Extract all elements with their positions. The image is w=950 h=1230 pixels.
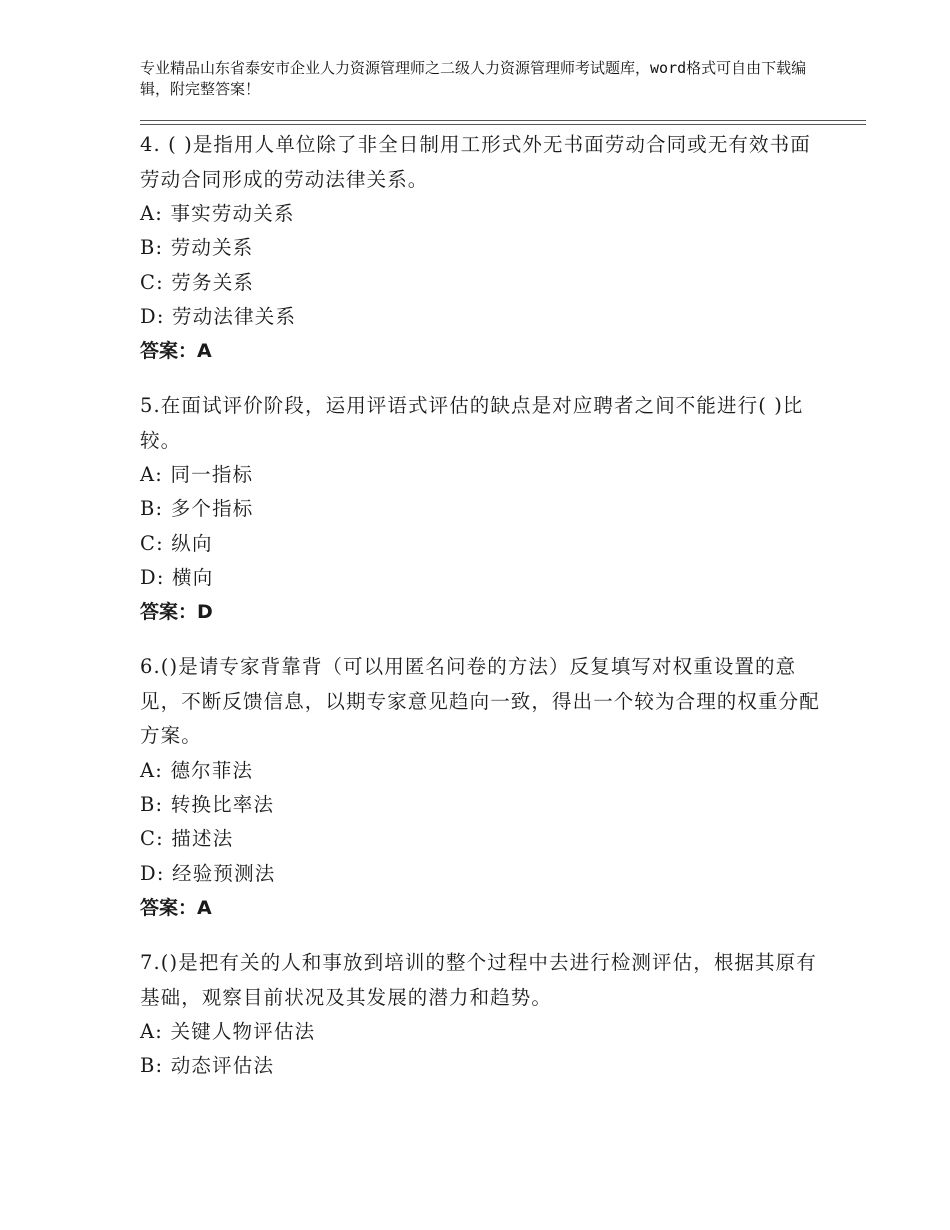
header-divider-bottom: [140, 124, 866, 125]
answer-label: 答案：D: [140, 601, 213, 624]
header-divider-top: [140, 120, 866, 121]
answer-label: 答案：A: [140, 340, 212, 363]
question-stem: 4. ( )是指用人单位除了非全日制用工形式外无书面劳动合同或无有效书面劳动合同形成的劳动法律关系。: [140, 133, 811, 191]
option-b: B: 转换比率法: [140, 793, 275, 817]
option-b: B: 劳动关系: [140, 236, 254, 260]
question-list: [140, 128, 820, 1105]
option-c: C: 描述法: [140, 827, 234, 851]
question-4: [140, 128, 820, 368]
question-6: [140, 650, 820, 925]
question-5: [140, 389, 820, 629]
option-c: C: 纵向: [140, 531, 213, 555]
question-stem: 5.在面试评价阶段，运用评语式评估的缺点是对应聘者之间不能进行( )比较。: [140, 394, 804, 452]
option-c: C: 劳务关系: [140, 270, 255, 294]
option-d: D: 横向: [140, 566, 214, 590]
document-header: 专业精品山东省泰安市企业人力资源管理师之二级人力资源管理师考试题库，word格式可自由下载编辑，附完整答案！: [140, 59, 807, 98]
question-stem: 6.()是请专家背靠背（可以用匿名问卷的方法）反复填写对权重设置的意见，不断反馈信息，以期专家意见趋向一致，得出一个较为合理的权重分配方案。: [140, 655, 820, 748]
option-a: A: 德尔菲法: [140, 758, 254, 782]
option-d: D: 经验预测法: [140, 861, 276, 885]
answer-label: 答案：A: [140, 897, 212, 920]
option-b: B: 动态评估法: [140, 1054, 275, 1078]
option-b: B: 多个指标: [140, 497, 254, 521]
option-a: A: 事实劳动关系: [140, 202, 295, 225]
question-stem: 7.()是把有关的人和事放到培训的整个过程中去进行检测评估，根据其原有基础，观察目前状况及其发展的潜力和趋势。: [140, 951, 817, 1009]
option-a: A: 同一指标: [140, 463, 254, 487]
question-7: [140, 946, 820, 1084]
option-d: D: 劳动法律关系: [140, 304, 297, 328]
option-a: A: 关键人物评估法: [140, 1020, 316, 1044]
